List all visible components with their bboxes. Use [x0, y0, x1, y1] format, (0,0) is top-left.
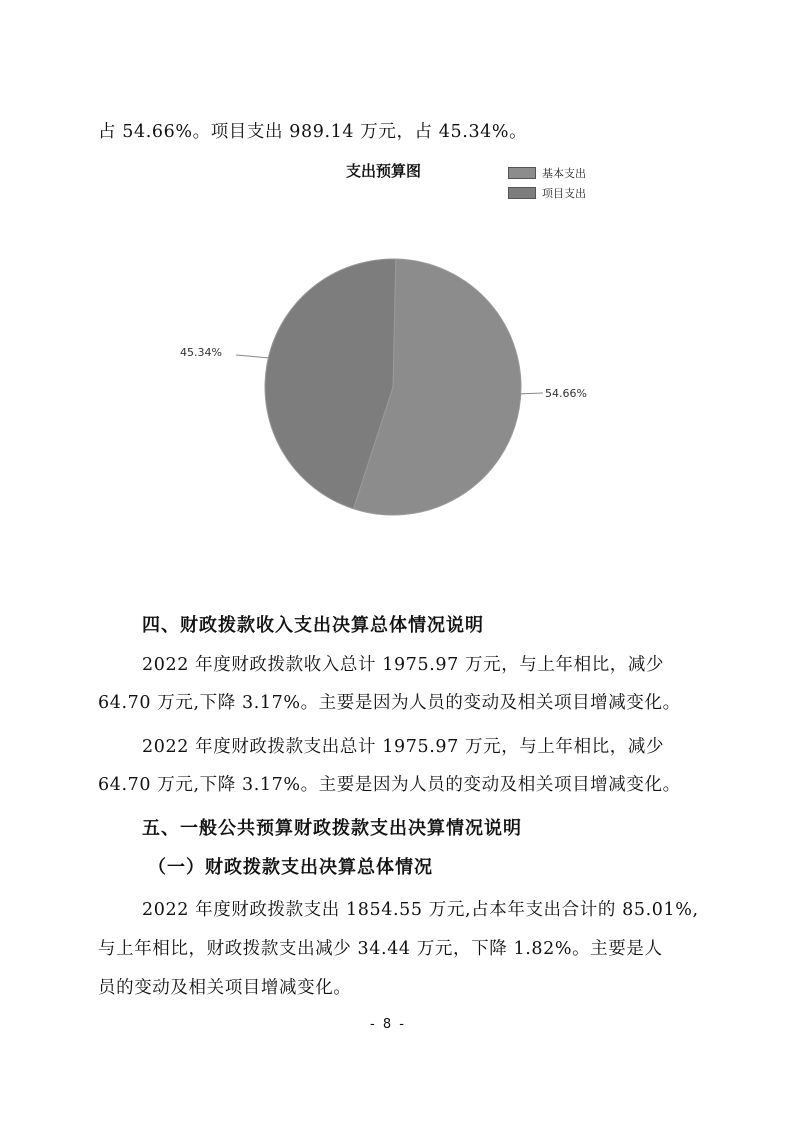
paragraph-line: 64.70 万元,下降 3.17%。主要是因为人员的变动及相关项目增减变化。 [98, 693, 681, 713]
chart-title: 支出预算图 [346, 162, 422, 180]
subsection-heading: （一）财政拨款支出决算总体情况 [148, 857, 433, 878]
paragraph-line: 64.70 万元,下降 3.17%。主要是因为人员的变动及相关项目增减变化。 [98, 775, 681, 795]
paragraph-line: 2022 年度财政拨款支出 1854.55 万元,占本年支出合计的 85.01%, [142, 900, 699, 920]
legend-label-project: 项目支出 [542, 187, 586, 200]
legend-label-basic: 基本支出 [542, 167, 586, 180]
data-label-basic: 54.66% [545, 387, 587, 400]
page-number: - 8 - [370, 1017, 406, 1032]
paragraph-line: 2022 年度财政拨款支出总计 1975.97 万元，与上年相比，减少 [142, 737, 665, 757]
paragraph-line: 占 54.66%。项目支出 989.14 万元，占 45.34%。 [98, 122, 528, 142]
paragraph-line: 员的变动及相关项目增减变化。 [98, 978, 352, 998]
data-label-project: 45.34% [180, 346, 222, 359]
paragraph-line: 2022 年度财政拨款收入总计 1975.97 万元，与上年相比，减少 [142, 655, 665, 675]
paragraph-line: 与上年相比，财政拨款支出减少 34.44 万元，下降 1.82%。主要是人 [98, 939, 663, 959]
section-heading-4: 四、财政拨款收入支出决算总体情况说明 [142, 615, 484, 636]
leader-line-project [236, 355, 270, 358]
section-heading-5: 五、一般公共预算财政拨款支出决算情况说明 [142, 818, 522, 839]
